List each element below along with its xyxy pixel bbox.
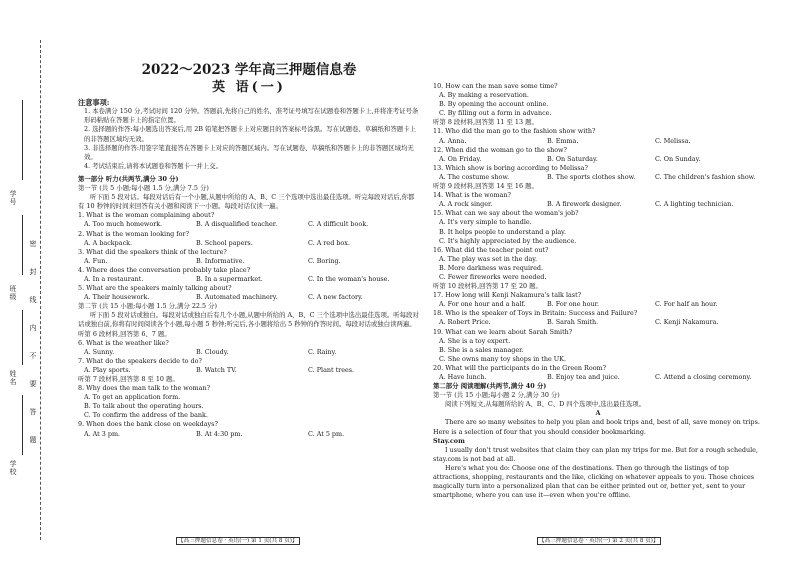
option[interactable]: A. Their housework. xyxy=(84,293,150,302)
question-options xyxy=(78,293,420,302)
left-column xyxy=(78,56,420,439)
page-footer-right xyxy=(537,536,661,544)
option[interactable]: A. A backpack. xyxy=(84,238,133,247)
notice-heading: 注意事项: xyxy=(78,98,110,108)
option[interactable]: A. Anna. xyxy=(439,136,467,145)
part1-heading: 第一部分 听力(共两节,满分 30 分) xyxy=(78,174,179,183)
question-block xyxy=(78,211,420,302)
option[interactable]: C. For half an hour. xyxy=(655,300,718,309)
binding-label-name: 姓名 xyxy=(9,370,17,386)
option[interactable]: A. Robert Price. xyxy=(439,318,491,327)
question-options xyxy=(78,257,420,266)
seal-char: 封 xyxy=(29,268,37,276)
seal-char: 不 xyxy=(29,352,37,360)
option[interactable]: A. On Friday. xyxy=(439,154,482,163)
question-options xyxy=(78,239,420,248)
passage-paragraph: Here's what you do: Choose one of the destinations. Then go through the listings of top attractions, shopping, restaurants and the like, clicking on whatever appeals to you. Those choices magically turn into a personalized plan that can be either printed out or, better yet, sent to your smartphone, where you can use it—even when you're offline. xyxy=(433,463,755,500)
option[interactable]: B. The sports clothes show. xyxy=(547,172,636,181)
option[interactable]: B. To talk about the operating hours. xyxy=(84,402,204,411)
question-options xyxy=(78,366,420,375)
option[interactable]: A. The costume show. xyxy=(439,172,510,181)
question-options xyxy=(78,348,420,357)
option[interactable]: C. A red box. xyxy=(308,238,350,247)
notice-item: 4. 考试结束后,请将本试题卷和答题卡一并上交。 xyxy=(84,161,222,170)
option[interactable]: C. A new factory. xyxy=(308,293,363,302)
question-stem: 20. What will the participants do in the Green Room? xyxy=(433,363,607,372)
seal-char: 线 xyxy=(29,296,37,304)
notice-item: 3. 非选择题的作答:用签字笔直接答在答题卡上对应的答题区域内。写在试题卷、草稿纸和答题卡上的非答题区域均无效。 xyxy=(84,143,414,161)
question-stem: 14. What is the woman? xyxy=(433,191,511,200)
question-stem: 12. When did the woman go to the show? xyxy=(433,145,567,154)
question-stem: 8. Why does the man talk to the woman? xyxy=(78,384,211,393)
passage-paragraph: There are so many websites to help you plan and book trips and, best of all, save money on trips. Here is a selection of four that you should consider bookmarking. xyxy=(433,418,760,436)
notice-item: 1. 本卷满分 150 分,考试时间 120 分钟。答题前,先将自己的姓名、准考证号填写在试题卷和答题卡上,并将准考证号条形码粘贴在答题卡上的指定位置。 xyxy=(84,107,419,125)
option[interactable]: B. A firework designer. xyxy=(547,200,622,209)
footer-text: 【高三押题信息卷 · 英语(一) 第 2 页(共 8 页)】 xyxy=(539,538,659,544)
question-stem: 15. What can we say about the woman's job? xyxy=(433,209,579,218)
question-stem: 10. How can the man save some time? xyxy=(433,82,558,90)
option[interactable]: C. It's highly appreciated by the audience. xyxy=(439,236,577,245)
option[interactable]: B. By opening the account online. xyxy=(439,100,549,109)
binding-label-class: 班级 xyxy=(9,285,17,301)
part2-heading: 第二部分 阅读理解(共两节,满分 40 分) xyxy=(433,382,547,391)
material-note: 听第 10 段材料,回答第 17 至 20 题。 xyxy=(433,282,542,291)
option[interactable]: B. Automated machinery. xyxy=(196,293,278,302)
option[interactable]: A. At 3 pm. xyxy=(84,429,121,438)
passage-paragraph: I usually don't trust websites that claim they can plan my trips for me. But for a rough schedule, stay.com is not bad at all. xyxy=(433,445,758,463)
section2-heading: 第二节 (共 15 小题;每小题 1.5 分,满分 22.5 分) xyxy=(78,302,217,311)
option[interactable]: A. The play was set in the day. xyxy=(439,254,538,263)
option[interactable]: C. Plant trees. xyxy=(308,365,355,374)
material-note: 听第 7 段材料,回答第 8 至 10 题。 xyxy=(78,375,179,383)
section2-instructions: 听下面 5 段对话或独白。每段对话或独白后有几个小题,从题中所给的 A、B、C 三个选项中选出最佳选项。听每段对话或独白前,你将有时间阅读各个小题,每小题 5 秒钟;听完后,各小题将给出 5 秒钟的作答时间。每段对话或独白读两遍。 xyxy=(78,311,419,329)
exam-subtitle: 英 语(一) xyxy=(212,80,286,96)
option[interactable]: C. The children's fashion show. xyxy=(655,172,756,181)
option[interactable]: C. A lighting technician. xyxy=(655,200,734,209)
section1-heading: 第一节 (共 5 小题;每小题 1.5 分,满分 7.5 分) xyxy=(78,184,209,193)
part2-instructions: 阅读下列短文,从每题所给的 A、B、C、D 四个选项中,选出最佳选项。 xyxy=(445,400,645,409)
option[interactable]: B. Cloudy. xyxy=(196,347,229,356)
question-stem: 11. Who did the man go to the fashion show with? xyxy=(433,127,596,136)
question-stem: 7. What do the speakers decide to do? xyxy=(78,356,202,365)
option[interactable]: B. School papers. xyxy=(196,238,253,247)
option[interactable]: C. She owns many toy shops in the UK. xyxy=(439,354,566,363)
option[interactable]: B. More darkness was required. xyxy=(439,263,543,272)
option[interactable]: B. Enjoy tea and juice. xyxy=(547,373,620,381)
seal-char: 要 xyxy=(29,380,37,388)
section1-instructions: 听下面 5 段对话。每段对话后有一个小题,从题中所给的 A、B、C 三个选项中选出最佳选项。听完每段对话后,你都有 10 秒钟的时间来回答有关小题和阅读下一小题。每段对话仅读一遍。 xyxy=(78,193,415,211)
question-options xyxy=(433,173,763,182)
seal-char: 题 xyxy=(29,436,37,444)
option[interactable]: A. In a restaurant. xyxy=(84,274,144,283)
question-options xyxy=(433,318,763,327)
question-options xyxy=(433,155,763,164)
option[interactable]: A. Play sports. xyxy=(84,365,131,374)
option[interactable]: C. At 5 pm. xyxy=(308,429,345,438)
option[interactable]: A. It's very simple to handle. xyxy=(439,218,532,227)
option[interactable]: C. Fewer fireworks were needed. xyxy=(439,272,547,281)
question-options xyxy=(78,430,420,439)
question-stem: 18. Who is the speaker of Toys in Britain: Success and Failure? xyxy=(433,309,638,318)
option[interactable]: B. At 4:30 pm. xyxy=(196,429,243,438)
question-stem: 1. What is the woman complaining about? xyxy=(78,211,215,220)
question-stem: 6. What is the weather like? xyxy=(78,338,169,347)
material-note: 听第 6 段材料,回答第 6、7 题。 xyxy=(78,329,171,338)
question-stem: 3. What did the speakers think of the lecture? xyxy=(78,247,227,256)
material-note: 听第 8 段材料,回答第 11 至 13 题。 xyxy=(433,118,538,127)
binding-label-id: 学号 xyxy=(9,190,17,206)
option[interactable]: A. Have lunch. xyxy=(439,373,487,381)
page-footer-left xyxy=(176,536,300,544)
option[interactable]: C. Boring. xyxy=(308,256,341,265)
option[interactable]: B. Emma. xyxy=(547,136,579,145)
option[interactable]: A. Too much homework. xyxy=(84,220,163,229)
option[interactable]: C. In the woman's house. xyxy=(308,274,390,283)
question-options xyxy=(433,300,763,309)
question-options xyxy=(433,137,763,146)
question-stem: 5. What are the speakers mainly talking about? xyxy=(78,284,232,293)
option[interactable]: A. For one hour and a half. xyxy=(439,300,526,309)
option[interactable]: B. A disqualified teacher. xyxy=(196,220,278,229)
option[interactable]: B. In a supermarket. xyxy=(196,274,263,283)
exam-title: 2022～2023 学年高三押题信息卷 xyxy=(141,62,357,78)
option[interactable]: A. Sunny. xyxy=(84,347,115,356)
option[interactable]: A. A rock singer. xyxy=(439,200,493,209)
option[interactable]: C. Kenji Nakamura. xyxy=(655,318,719,327)
seal-char: 内 xyxy=(29,324,37,332)
question-stem: 19. What can we learn about Sarah Smith? xyxy=(433,327,573,336)
option[interactable]: A. To get an application form. xyxy=(84,393,181,402)
option[interactable]: C. A difficult book. xyxy=(308,220,369,229)
question-options xyxy=(433,373,763,382)
right-column xyxy=(433,82,763,500)
seal-char: 答 xyxy=(29,408,37,416)
option[interactable]: B. She is a sales manager. xyxy=(439,345,524,354)
option[interactable]: C. To confirm the address of the bank. xyxy=(84,411,208,420)
option[interactable]: B. Sarah Smith. xyxy=(547,318,599,327)
option[interactable]: A. She is a toy expert. xyxy=(439,336,511,345)
part2-section1-heading: 第一节 (共 15 小题;每小题 2 分,满分 30 分) xyxy=(433,391,560,400)
option[interactable]: B. Watch TV. xyxy=(196,365,237,374)
question-stem: 17. How long will Kenji Nakamura's talk last? xyxy=(433,291,582,300)
option[interactable]: C. On Sunday. xyxy=(655,154,701,163)
option[interactable]: A. By making a reservation. xyxy=(439,91,529,100)
binding-label-school: 学校 xyxy=(9,460,17,476)
option[interactable]: C. Melissa. xyxy=(655,136,691,145)
seal-char: 密 xyxy=(29,240,37,248)
question-options xyxy=(78,275,420,284)
notice-item: 2. 选择题的作答:每小题选出答案后,用 2B 铅笔把答题卡上对应题目的答案标号涂黑。写在试题卷、草稿纸和答题卡上的非答题区域均无效。 xyxy=(84,125,416,143)
question-stem: 13. Which show is boring according to Melissa? xyxy=(433,163,588,172)
option[interactable]: B. Informative. xyxy=(196,256,245,265)
passage-label: A xyxy=(595,409,601,418)
passage-site-heading: Stay.com xyxy=(433,436,465,445)
option[interactable]: B. It helps people to understand a play. xyxy=(439,227,566,236)
option[interactable]: B. On Saturday. xyxy=(547,154,598,163)
binding-strip xyxy=(6,40,41,540)
option[interactable]: C. Rainy. xyxy=(308,347,337,356)
option[interactable]: A. Fun. xyxy=(84,256,108,265)
question-stem: 4. Where does the conversation probably take place? xyxy=(78,265,251,274)
option[interactable]: B. For one hour. xyxy=(547,300,600,309)
question-stem: 2. What is the woman looking for? xyxy=(78,229,189,238)
question-stem: 16. What did the teacher point out? xyxy=(433,245,549,254)
question-options xyxy=(433,200,763,209)
question-options xyxy=(78,220,420,229)
question-stem: 9. When does the bank close on weekdays? xyxy=(78,420,218,429)
footer-text: 【高三押题信息卷 · 英语(一) 第 1 页(共 8 页)】 xyxy=(178,538,298,544)
option[interactable]: C. Attend a closing ceremony. xyxy=(655,373,752,381)
material-note: 听第 9 段材料,回答第 14 至 16 题。 xyxy=(433,182,538,191)
option[interactable]: C. By filling out a form in advance. xyxy=(439,109,552,118)
